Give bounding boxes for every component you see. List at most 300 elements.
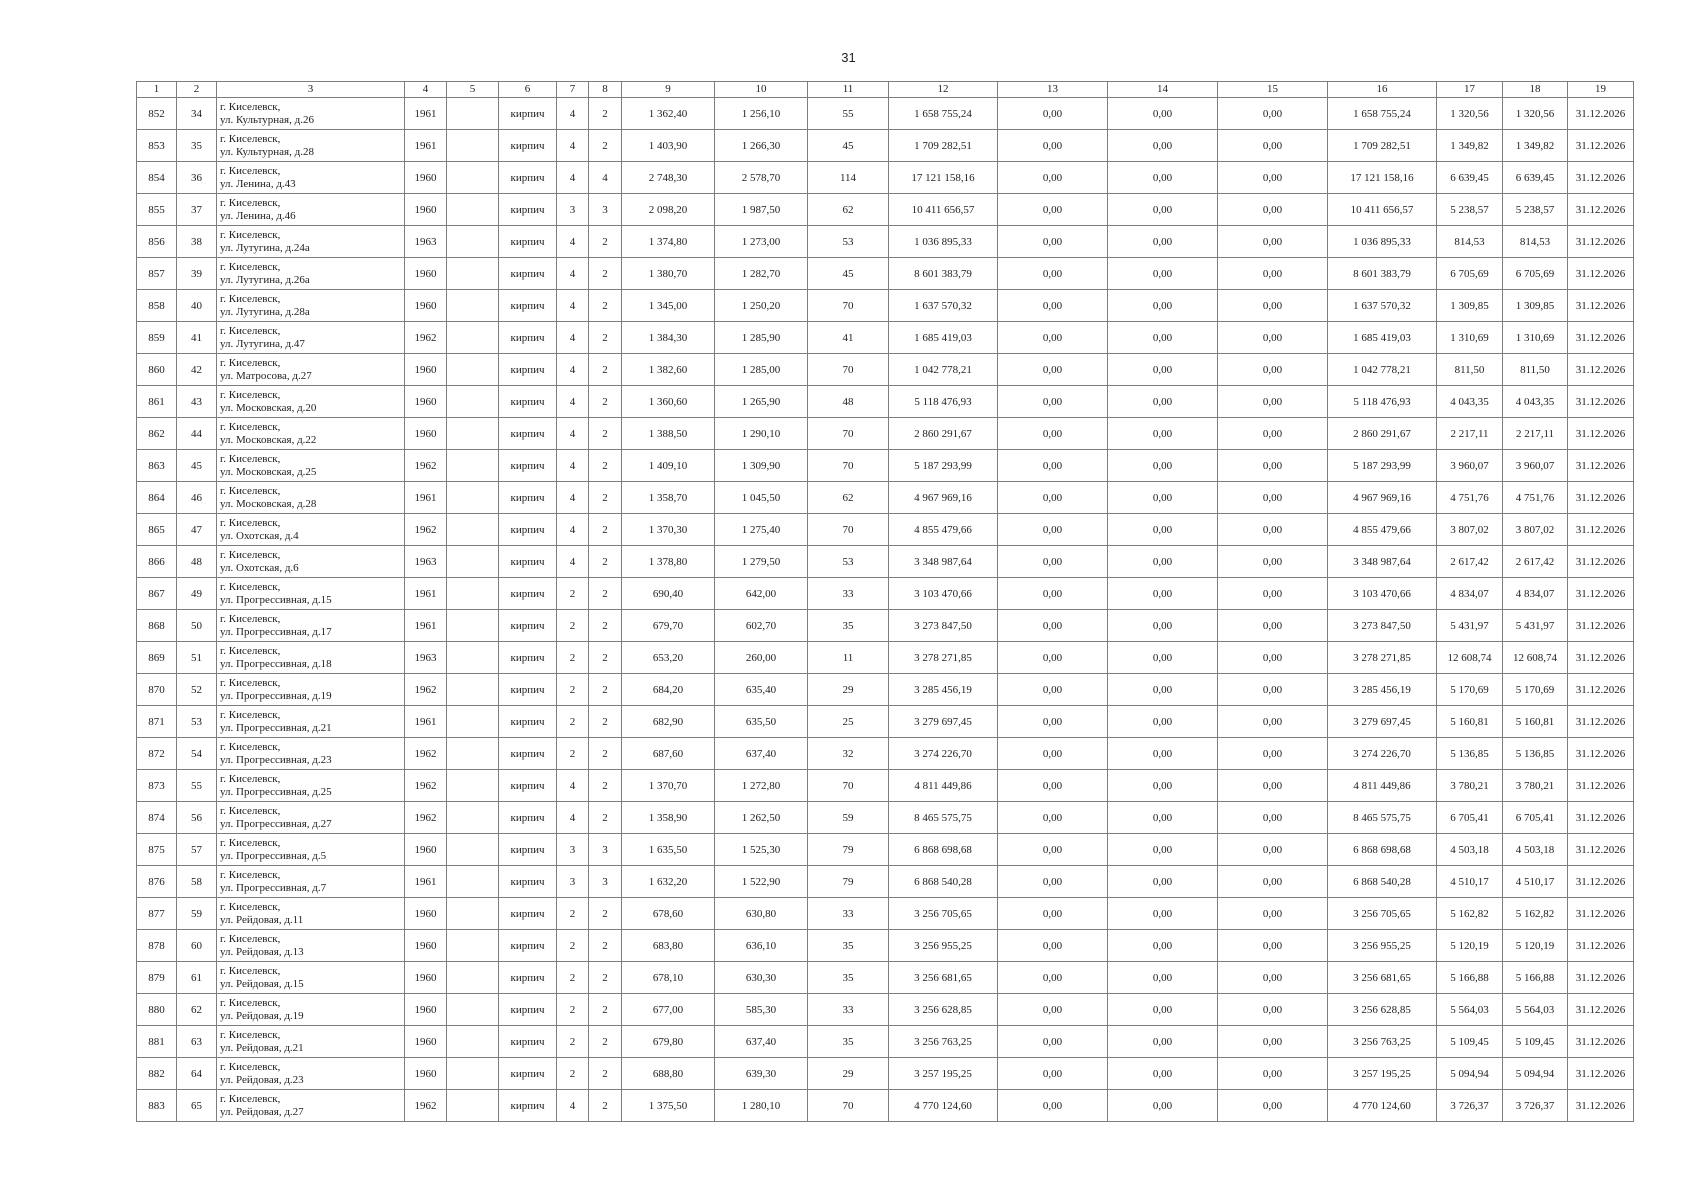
deadline-cell: 31.12.2026 [1568, 994, 1634, 1026]
table-row [137, 898, 1634, 930]
year-built-cell: 1961 [405, 578, 447, 610]
cost-owners-cell: 1 685 419,03 [1328, 322, 1437, 354]
column-header: 17 [1437, 82, 1503, 98]
floors-cell: 2 [557, 642, 589, 674]
cost-total-cell: 4 855 479,66 [889, 514, 998, 546]
record-number-cell: 871 [137, 706, 177, 738]
address-street: ул. Прогрессивная, д.27 [220, 817, 332, 830]
cost-regional-cell: 0,00 [1108, 514, 1218, 546]
address-city: г. Киселевск, [220, 644, 281, 657]
total-area-cell: 684,20 [622, 674, 715, 706]
address-cell [217, 1090, 405, 1122]
col-5-cell [447, 994, 499, 1026]
address-street: ул. Московская, д.22 [220, 433, 317, 446]
col-5-cell [447, 450, 499, 482]
cost-total-cell: 3 256 955,25 [889, 930, 998, 962]
entrances-cell: 2 [589, 354, 622, 386]
deadline-cell: 31.12.2026 [1568, 578, 1634, 610]
cost-local-cell: 0,00 [1218, 386, 1328, 418]
residents-cell: 25 [808, 706, 889, 738]
table-row [137, 226, 1634, 258]
cost-owners-cell: 3 256 681,65 [1328, 962, 1437, 994]
cost-owners-cell: 4 811 449,86 [1328, 770, 1437, 802]
cost-per-sqm-cell: 5 120,19 [1437, 930, 1503, 962]
wall-material-cell: кирпич [499, 514, 557, 546]
cost-limit-per-sqm-cell: 5 109,45 [1503, 1026, 1568, 1058]
cost-federal-cell: 0,00 [998, 738, 1108, 770]
address-city: г. Киселевск, [220, 804, 281, 817]
col-5-cell [447, 322, 499, 354]
table-row [137, 354, 1634, 386]
record-number-cell: 872 [137, 738, 177, 770]
address-cell [217, 290, 405, 322]
cost-local-cell: 0,00 [1218, 962, 1328, 994]
cost-local-cell: 0,00 [1218, 226, 1328, 258]
cost-regional-cell: 0,00 [1108, 130, 1218, 162]
entrances-cell: 2 [589, 1058, 622, 1090]
deadline-cell: 31.12.2026 [1568, 322, 1634, 354]
wall-material-cell: кирпич [499, 866, 557, 898]
cost-federal-cell: 0,00 [998, 770, 1108, 802]
cost-regional-cell: 0,00 [1108, 898, 1218, 930]
cost-local-cell: 0,00 [1218, 834, 1328, 866]
cost-limit-per-sqm-cell: 4 834,07 [1503, 578, 1568, 610]
entrances-cell: 2 [589, 226, 622, 258]
residents-cell: 62 [808, 194, 889, 226]
cost-local-cell: 0,00 [1218, 610, 1328, 642]
address-cell [217, 962, 405, 994]
address-city: г. Киселевск, [220, 420, 281, 433]
address-street: ул. Прогрессивная, д.7 [220, 881, 327, 894]
local-number-cell: 58 [177, 866, 217, 898]
cost-limit-per-sqm-cell: 6 705,41 [1503, 802, 1568, 834]
record-number-cell: 868 [137, 610, 177, 642]
floors-cell: 4 [557, 98, 589, 130]
residents-cell: 114 [808, 162, 889, 194]
local-number-cell: 42 [177, 354, 217, 386]
cost-owners-cell: 3 273 847,50 [1328, 610, 1437, 642]
total-area-cell: 678,60 [622, 898, 715, 930]
deadline-cell: 31.12.2026 [1568, 258, 1634, 290]
record-number-cell: 855 [137, 194, 177, 226]
record-number-cell: 863 [137, 450, 177, 482]
cost-local-cell: 0,00 [1218, 802, 1328, 834]
cost-local-cell: 0,00 [1218, 1026, 1328, 1058]
local-number-cell: 35 [177, 130, 217, 162]
table-row [137, 450, 1634, 482]
year-built-cell: 1960 [405, 1058, 447, 1090]
col-5-cell [447, 162, 499, 194]
address-city: г. Киселевск, [220, 452, 281, 465]
wall-material-cell: кирпич [499, 418, 557, 450]
cost-regional-cell: 0,00 [1108, 450, 1218, 482]
cost-total-cell: 3 256 681,65 [889, 962, 998, 994]
address-cell [217, 322, 405, 354]
address-street: ул. Ленина, д.43 [220, 177, 296, 190]
cost-regional-cell: 0,00 [1108, 386, 1218, 418]
cost-per-sqm-cell: 3 807,02 [1437, 514, 1503, 546]
cost-per-sqm-cell: 5 160,81 [1437, 706, 1503, 738]
total-area-cell: 1 358,70 [622, 482, 715, 514]
wall-material-cell: кирпич [499, 482, 557, 514]
cost-total-cell: 8 601 383,79 [889, 258, 998, 290]
entrances-cell: 2 [589, 802, 622, 834]
deadline-cell: 31.12.2026 [1568, 482, 1634, 514]
entrances-cell: 2 [589, 98, 622, 130]
cost-federal-cell: 0,00 [998, 450, 1108, 482]
cost-federal-cell: 0,00 [998, 258, 1108, 290]
cost-total-cell: 3 348 987,64 [889, 546, 998, 578]
cost-limit-per-sqm-cell: 6 639,45 [1503, 162, 1568, 194]
cost-total-cell: 10 411 656,57 [889, 194, 998, 226]
cost-per-sqm-cell: 5 238,57 [1437, 194, 1503, 226]
cost-local-cell: 0,00 [1218, 418, 1328, 450]
col-5-cell [447, 418, 499, 450]
address-street: ул. Рейдовая, д.15 [220, 977, 304, 990]
column-header: 9 [622, 82, 715, 98]
cost-per-sqm-cell: 5 094,94 [1437, 1058, 1503, 1090]
column-header: 19 [1568, 82, 1634, 98]
year-built-cell: 1962 [405, 514, 447, 546]
entrances-cell: 2 [589, 706, 622, 738]
deadline-cell: 31.12.2026 [1568, 802, 1634, 834]
cost-owners-cell: 4 855 479,66 [1328, 514, 1437, 546]
cost-regional-cell: 0,00 [1108, 290, 1218, 322]
cost-regional-cell: 0,00 [1108, 98, 1218, 130]
wall-material-cell: кирпич [499, 1090, 557, 1122]
deadline-cell: 31.12.2026 [1568, 930, 1634, 962]
table-row [137, 386, 1634, 418]
local-number-cell: 44 [177, 418, 217, 450]
entrances-cell: 2 [589, 738, 622, 770]
address-street: ул. Рейдовая, д.19 [220, 1009, 304, 1022]
record-number-cell: 856 [137, 226, 177, 258]
total-area-cell: 1 358,90 [622, 802, 715, 834]
deadline-cell: 31.12.2026 [1568, 1058, 1634, 1090]
table-row [137, 738, 1634, 770]
record-number-cell: 878 [137, 930, 177, 962]
column-number-header-row [137, 82, 1634, 98]
residents-cell: 79 [808, 866, 889, 898]
col-5-cell [447, 674, 499, 706]
entrances-cell: 2 [589, 322, 622, 354]
address-street: ул. Рейдовая, д.13 [220, 945, 304, 958]
record-number-cell: 862 [137, 418, 177, 450]
cost-total-cell: 3 256 628,85 [889, 994, 998, 1026]
cost-owners-cell: 3 103 470,66 [1328, 578, 1437, 610]
deadline-cell: 31.12.2026 [1568, 130, 1634, 162]
column-header: 8 [589, 82, 622, 98]
cost-per-sqm-cell: 2 617,42 [1437, 546, 1503, 578]
record-number-cell: 867 [137, 578, 177, 610]
address-city: г. Киселевск, [220, 836, 281, 849]
address-cell [217, 418, 405, 450]
local-number-cell: 38 [177, 226, 217, 258]
cost-owners-cell: 5 118 476,93 [1328, 386, 1437, 418]
floors-cell: 2 [557, 962, 589, 994]
cost-local-cell: 0,00 [1218, 866, 1328, 898]
residents-cell: 35 [808, 962, 889, 994]
residents-cell: 70 [808, 290, 889, 322]
total-area-cell: 1 632,20 [622, 866, 715, 898]
address-city: г. Киселевск, [220, 228, 281, 241]
table-row [137, 610, 1634, 642]
year-built-cell: 1960 [405, 418, 447, 450]
record-number-cell: 870 [137, 674, 177, 706]
living-area-cell: 642,00 [715, 578, 808, 610]
floors-cell: 4 [557, 386, 589, 418]
cost-total-cell: 3 273 847,50 [889, 610, 998, 642]
year-built-cell: 1960 [405, 162, 447, 194]
cost-owners-cell: 17 121 158,16 [1328, 162, 1437, 194]
record-number-cell: 852 [137, 98, 177, 130]
address-cell [217, 162, 405, 194]
floors-cell: 2 [557, 706, 589, 738]
cost-federal-cell: 0,00 [998, 418, 1108, 450]
cost-per-sqm-cell: 3 780,21 [1437, 770, 1503, 802]
col-5-cell [447, 386, 499, 418]
address-street: ул. Культурная, д.26 [220, 113, 314, 126]
floors-cell: 3 [557, 834, 589, 866]
cost-per-sqm-cell: 814,53 [1437, 226, 1503, 258]
cost-federal-cell: 0,00 [998, 98, 1108, 130]
local-number-cell: 49 [177, 578, 217, 610]
cost-federal-cell: 0,00 [998, 290, 1108, 322]
record-number-cell: 876 [137, 866, 177, 898]
cost-total-cell: 6 868 540,28 [889, 866, 998, 898]
address-street: ул. Матросова, д.27 [220, 369, 312, 382]
address-city: г. Киселевск, [220, 484, 281, 497]
cost-per-sqm-cell: 811,50 [1437, 354, 1503, 386]
local-number-cell: 62 [177, 994, 217, 1026]
address-street: ул. Прогрессивная, д.25 [220, 785, 332, 798]
residents-cell: 48 [808, 386, 889, 418]
local-number-cell: 55 [177, 770, 217, 802]
address-city: г. Киселевск, [220, 260, 281, 273]
col-5-cell [447, 290, 499, 322]
entrances-cell: 2 [589, 642, 622, 674]
col-5-cell [447, 514, 499, 546]
table-row [137, 642, 1634, 674]
cost-per-sqm-cell: 1 309,85 [1437, 290, 1503, 322]
year-built-cell: 1960 [405, 194, 447, 226]
address-cell [217, 610, 405, 642]
residents-cell: 29 [808, 674, 889, 706]
column-header: 18 [1503, 82, 1568, 98]
cost-federal-cell: 0,00 [998, 546, 1108, 578]
cost-federal-cell: 0,00 [998, 226, 1108, 258]
column-header: 7 [557, 82, 589, 98]
living-area-cell: 630,30 [715, 962, 808, 994]
table-row [137, 770, 1634, 802]
cost-total-cell: 5 118 476,93 [889, 386, 998, 418]
year-built-cell: 1960 [405, 898, 447, 930]
residents-cell: 62 [808, 482, 889, 514]
col-5-cell [447, 866, 499, 898]
floors-cell: 4 [557, 1090, 589, 1122]
address-cell [217, 514, 405, 546]
column-header: 12 [889, 82, 998, 98]
cost-limit-per-sqm-cell: 5 166,88 [1503, 962, 1568, 994]
deadline-cell: 31.12.2026 [1568, 898, 1634, 930]
floors-cell: 4 [557, 290, 589, 322]
cost-local-cell: 0,00 [1218, 450, 1328, 482]
col-5-cell [447, 98, 499, 130]
local-number-cell: 53 [177, 706, 217, 738]
column-header: 6 [499, 82, 557, 98]
column-header: 14 [1108, 82, 1218, 98]
record-number-cell: 866 [137, 546, 177, 578]
cost-regional-cell: 0,00 [1108, 610, 1218, 642]
wall-material-cell: кирпич [499, 738, 557, 770]
address-cell [217, 770, 405, 802]
cost-limit-per-sqm-cell: 12 608,74 [1503, 642, 1568, 674]
residents-cell: 70 [808, 418, 889, 450]
local-number-cell: 34 [177, 98, 217, 130]
deadline-cell: 31.12.2026 [1568, 738, 1634, 770]
living-area-cell: 1 265,90 [715, 386, 808, 418]
cost-owners-cell: 3 256 763,25 [1328, 1026, 1437, 1058]
cost-total-cell: 3 257 195,25 [889, 1058, 998, 1090]
cost-federal-cell: 0,00 [998, 898, 1108, 930]
residents-cell: 29 [808, 1058, 889, 1090]
col-5-cell [447, 610, 499, 642]
record-number-cell: 875 [137, 834, 177, 866]
wall-material-cell: кирпич [499, 610, 557, 642]
cost-federal-cell: 0,00 [998, 1058, 1108, 1090]
cost-federal-cell: 0,00 [998, 802, 1108, 834]
residents-cell: 70 [808, 1090, 889, 1122]
address-cell [217, 450, 405, 482]
cost-limit-per-sqm-cell: 1 349,82 [1503, 130, 1568, 162]
residents-cell: 45 [808, 130, 889, 162]
local-number-cell: 47 [177, 514, 217, 546]
year-built-cell: 1961 [405, 98, 447, 130]
total-area-cell: 1 403,90 [622, 130, 715, 162]
cost-local-cell: 0,00 [1218, 130, 1328, 162]
record-number-cell: 883 [137, 1090, 177, 1122]
cost-regional-cell: 0,00 [1108, 1026, 1218, 1058]
total-area-cell: 679,70 [622, 610, 715, 642]
wall-material-cell: кирпич [499, 834, 557, 866]
cost-limit-per-sqm-cell: 5 162,82 [1503, 898, 1568, 930]
cost-limit-per-sqm-cell: 5 120,19 [1503, 930, 1568, 962]
cost-limit-per-sqm-cell: 3 960,07 [1503, 450, 1568, 482]
living-area-cell: 1 266,30 [715, 130, 808, 162]
cost-owners-cell: 3 256 955,25 [1328, 930, 1437, 962]
cost-owners-cell: 10 411 656,57 [1328, 194, 1437, 226]
column-header: 10 [715, 82, 808, 98]
cost-total-cell: 3 103 470,66 [889, 578, 998, 610]
cost-owners-cell: 1 709 282,51 [1328, 130, 1437, 162]
address-street: ул. Прогрессивная, д.18 [220, 657, 332, 670]
residents-cell: 59 [808, 802, 889, 834]
table-row [137, 994, 1634, 1026]
cost-regional-cell: 0,00 [1108, 866, 1218, 898]
address-cell [217, 674, 405, 706]
address-cell [217, 834, 405, 866]
table-row [137, 194, 1634, 226]
deadline-cell: 31.12.2026 [1568, 162, 1634, 194]
cost-per-sqm-cell: 4 510,17 [1437, 866, 1503, 898]
cost-regional-cell: 0,00 [1108, 962, 1218, 994]
living-area-cell: 636,10 [715, 930, 808, 962]
living-area-cell: 1 280,10 [715, 1090, 808, 1122]
wall-material-cell: кирпич [499, 546, 557, 578]
cost-total-cell: 3 278 271,85 [889, 642, 998, 674]
col-5-cell [447, 258, 499, 290]
deadline-cell: 31.12.2026 [1568, 354, 1634, 386]
year-built-cell: 1960 [405, 258, 447, 290]
table-row [137, 866, 1634, 898]
total-area-cell: 1 345,00 [622, 290, 715, 322]
table-row [137, 162, 1634, 194]
cost-federal-cell: 0,00 [998, 642, 1108, 674]
address-street: ул. Рейдовая, д.11 [220, 913, 304, 926]
cost-per-sqm-cell: 4 503,18 [1437, 834, 1503, 866]
address-cell [217, 802, 405, 834]
deadline-cell: 31.12.2026 [1568, 770, 1634, 802]
record-number-cell: 857 [137, 258, 177, 290]
address-city: г. Киселевск, [220, 100, 281, 113]
col-5-cell [447, 898, 499, 930]
local-number-cell: 52 [177, 674, 217, 706]
year-built-cell: 1960 [405, 354, 447, 386]
entrances-cell: 2 [589, 930, 622, 962]
year-built-cell: 1962 [405, 450, 447, 482]
residents-cell: 79 [808, 834, 889, 866]
cost-federal-cell: 0,00 [998, 354, 1108, 386]
residents-cell: 11 [808, 642, 889, 674]
address-city: г. Киселевск, [220, 676, 281, 689]
year-built-cell: 1962 [405, 738, 447, 770]
cost-per-sqm-cell: 6 705,41 [1437, 802, 1503, 834]
table-row [137, 98, 1634, 130]
local-number-cell: 36 [177, 162, 217, 194]
cost-total-cell: 1 685 419,03 [889, 322, 998, 354]
cost-total-cell: 1 658 755,24 [889, 98, 998, 130]
year-built-cell: 1960 [405, 290, 447, 322]
cost-federal-cell: 0,00 [998, 514, 1108, 546]
year-built-cell: 1960 [405, 994, 447, 1026]
living-area-cell: 635,40 [715, 674, 808, 706]
cost-regional-cell: 0,00 [1108, 418, 1218, 450]
cost-federal-cell: 0,00 [998, 1090, 1108, 1122]
cost-total-cell: 3 256 763,25 [889, 1026, 998, 1058]
cost-owners-cell: 4 770 124,60 [1328, 1090, 1437, 1122]
address-cell [217, 130, 405, 162]
year-built-cell: 1962 [405, 322, 447, 354]
cost-per-sqm-cell: 3 726,37 [1437, 1090, 1503, 1122]
deadline-cell: 31.12.2026 [1568, 1090, 1634, 1122]
local-number-cell: 50 [177, 610, 217, 642]
wall-material-cell: кирпич [499, 226, 557, 258]
address-cell [217, 1026, 405, 1058]
col-5-cell [447, 770, 499, 802]
entrances-cell: 2 [589, 482, 622, 514]
cost-local-cell: 0,00 [1218, 898, 1328, 930]
floors-cell: 4 [557, 130, 589, 162]
address-cell [217, 994, 405, 1026]
residents-cell: 33 [808, 994, 889, 1026]
cost-federal-cell: 0,00 [998, 866, 1108, 898]
total-area-cell: 677,00 [622, 994, 715, 1026]
living-area-cell: 637,40 [715, 1026, 808, 1058]
residents-cell: 32 [808, 738, 889, 770]
wall-material-cell: кирпич [499, 802, 557, 834]
deadline-cell: 31.12.2026 [1568, 450, 1634, 482]
cost-total-cell: 4 811 449,86 [889, 770, 998, 802]
